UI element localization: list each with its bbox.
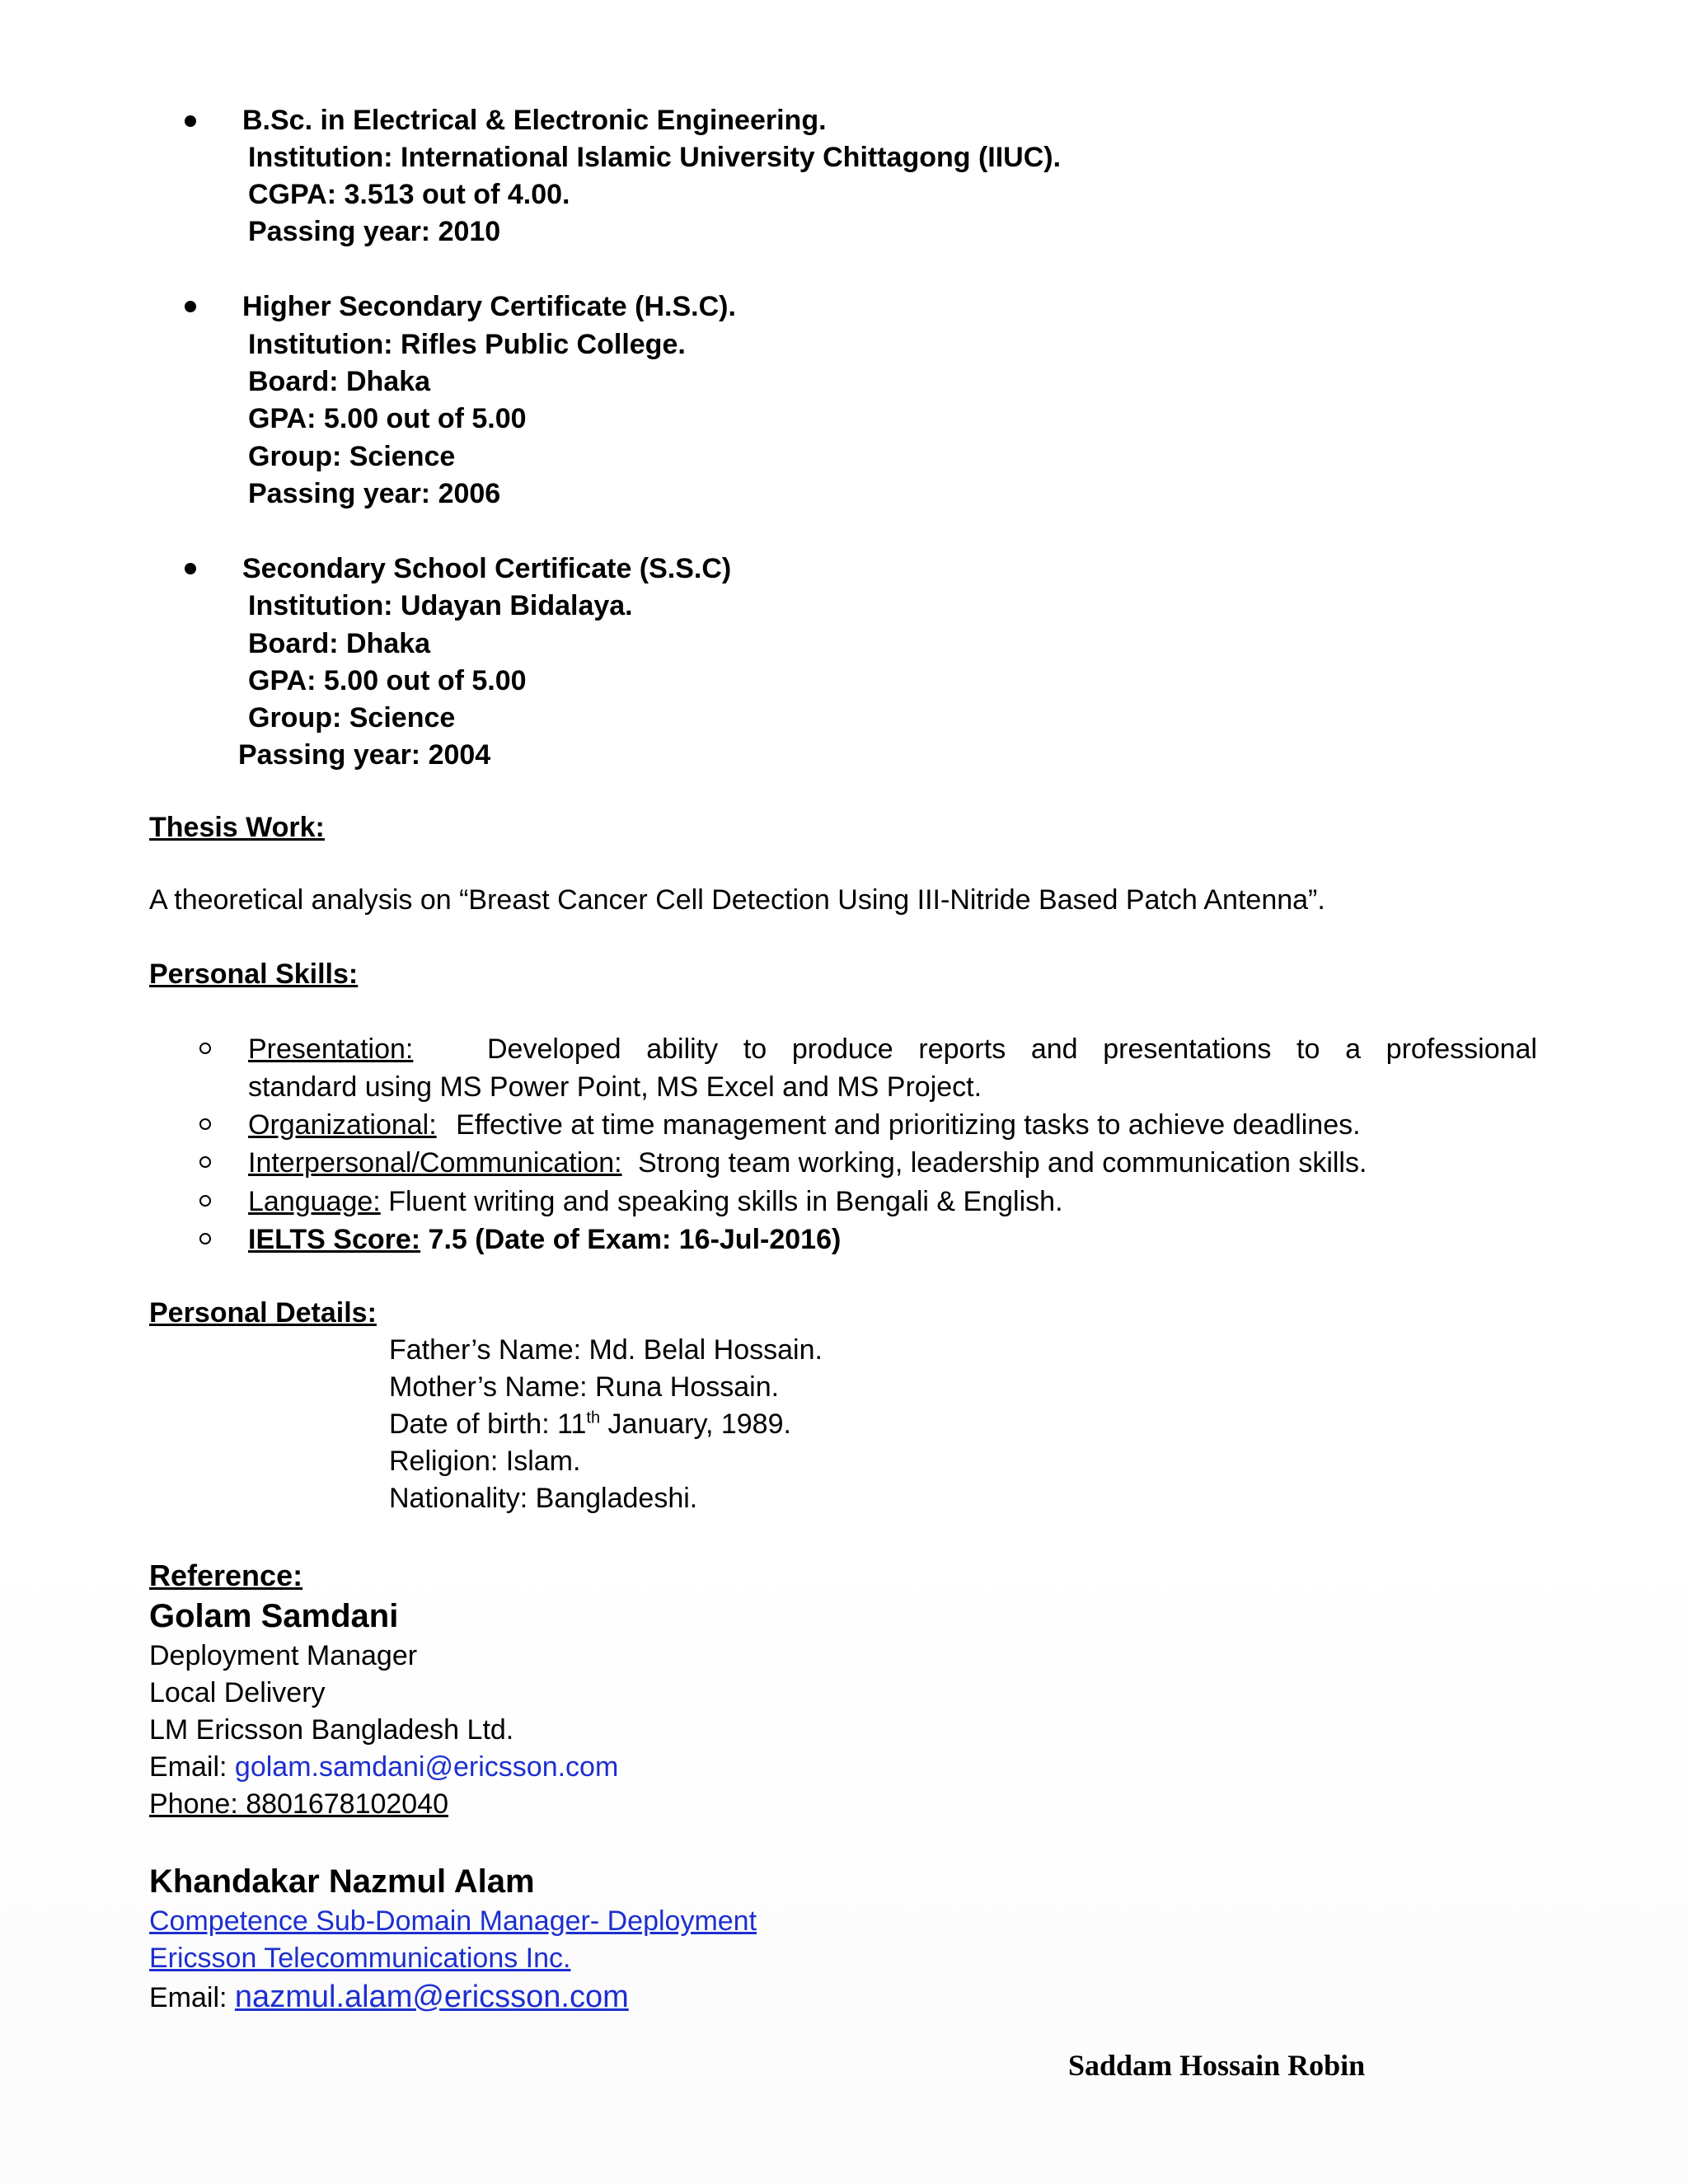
mother-name: Mother’s Name: Runa Hossain.	[389, 1371, 780, 1403]
circle-bullet-icon	[199, 1233, 211, 1244]
personal-heading: Personal Details:	[149, 1297, 377, 1329]
reference-1-phone: Phone: 8801678102040	[149, 1788, 449, 1820]
signature-name: Saddam Hossain Robin	[1068, 2049, 1366, 2082]
education-line: Passing year: 2010	[248, 216, 501, 247]
circle-bullet-icon	[199, 1043, 211, 1054]
skill-text: Strong team working, leadership and communication skills.	[638, 1147, 1367, 1179]
education-title: Secondary School Certificate (S.S.C)	[242, 553, 732, 584]
education-line: Institution: Rifles Public College.	[248, 329, 686, 360]
reference-1-company: LM Ericsson Bangladesh Ltd.	[149, 1714, 514, 1746]
nationality: Nationality: Bangladeshi.	[389, 1483, 698, 1514]
reference-heading: Reference:	[149, 1558, 303, 1592]
education-line: Group: Science	[248, 702, 456, 733]
skill-text: 7.5 (Date of Exam: 16-Jul-2016)	[428, 1224, 842, 1255]
email-link[interactable]: nazmul.alam@ericsson.com	[234, 1980, 629, 2014]
skill-text: Effective at time management and prioritizing tasks to achieve deadlines.	[456, 1109, 1361, 1141]
education-line: Group: Science	[248, 441, 456, 472]
skill-text-continued: standard using MS Power Point, MS Excel and MS Project.	[248, 1071, 982, 1103]
email-label: Email:	[149, 1982, 235, 2013]
date-of-birth	[389, 1406, 791, 1443]
bullet-icon	[185, 301, 196, 312]
dob-sup: th	[586, 1408, 601, 1427]
education-line: Board: Dhaka	[248, 628, 431, 659]
thesis-text: A theoretical analysis on “Breast Cancer Cell Detection Using III-Nitride Based Patch Antenna”.	[149, 884, 1325, 916]
thesis-heading: Thesis Work:	[149, 812, 325, 843]
skill-label: Language:	[248, 1186, 381, 1217]
education-line: Institution: International Islamic University Chittagong (IIUC).	[248, 142, 1062, 173]
education-line: Board: Dhaka	[248, 366, 431, 397]
bullet-icon	[185, 115, 196, 127]
education-line: Passing year: 2004	[238, 739, 491, 771]
reference-2-title-link[interactable]: Competence Sub-Domain Manager- Deployment	[149, 1905, 757, 1937]
skill-text: Fluent writing and speaking skills in Bengali & English.	[388, 1186, 1063, 1217]
email-label: Email:	[149, 1751, 235, 1783]
reference-1-dept: Local Delivery	[149, 1677, 326, 1708]
skill-language	[248, 1183, 1063, 1221]
dob-suffix: January, 1989.	[600, 1408, 791, 1440]
education-line: CGPA: 3.513 out of 4.00.	[248, 179, 570, 210]
bullet-icon	[185, 563, 196, 574]
reference-1-title: Deployment Manager	[149, 1640, 418, 1671]
education-line: Institution: Udayan Bidalaya.	[248, 590, 633, 621]
circle-bullet-icon	[199, 1195, 211, 1207]
skill-label: Interpersonal/Communication:	[248, 1147, 622, 1179]
education-line: Passing year: 2006	[248, 478, 501, 509]
skill-ielts	[248, 1221, 841, 1258]
education-line: GPA: 5.00 out of 5.00	[248, 403, 527, 434]
education-title: Higher Secondary Certificate (H.S.C).	[242, 291, 736, 322]
skill-text: Developed ability to produce reports and presentations to a professional	[487, 1033, 1537, 1065]
skill-label: IELTS Score:	[248, 1224, 421, 1255]
skill-label: Organizational:	[248, 1109, 437, 1141]
circle-bullet-icon	[199, 1156, 211, 1168]
religion: Religion: Islam.	[389, 1446, 581, 1477]
skill-interpersonal	[248, 1144, 1367, 1182]
skill-presentation	[248, 1030, 1537, 1068]
skill-organizational	[248, 1106, 1361, 1144]
education-line: GPA: 5.00 out of 5.00	[248, 665, 527, 696]
reference-2-name: Khandakar Nazmul Alam	[149, 1863, 535, 1900]
dob-prefix: Date of birth: 11	[389, 1408, 587, 1440]
email-link[interactable]: golam.samdani@ericsson.com	[234, 1751, 619, 1783]
circle-bullet-icon	[199, 1118, 211, 1130]
skill-label: Presentation:	[248, 1033, 414, 1065]
father-name: Father’s Name: Md. Belal Hossain.	[389, 1334, 823, 1366]
reference-2-company-link[interactable]: Ericsson Telecommunications Inc.	[149, 1943, 571, 1974]
reference-2-email	[149, 1979, 629, 2017]
reference-1-name: Golam Samdani	[149, 1598, 399, 1634]
skills-heading: Personal Skills:	[149, 958, 359, 990]
education-title: B.Sc. in Electrical & Electronic Engineering.	[242, 105, 827, 136]
reference-1-email	[149, 1749, 618, 1786]
